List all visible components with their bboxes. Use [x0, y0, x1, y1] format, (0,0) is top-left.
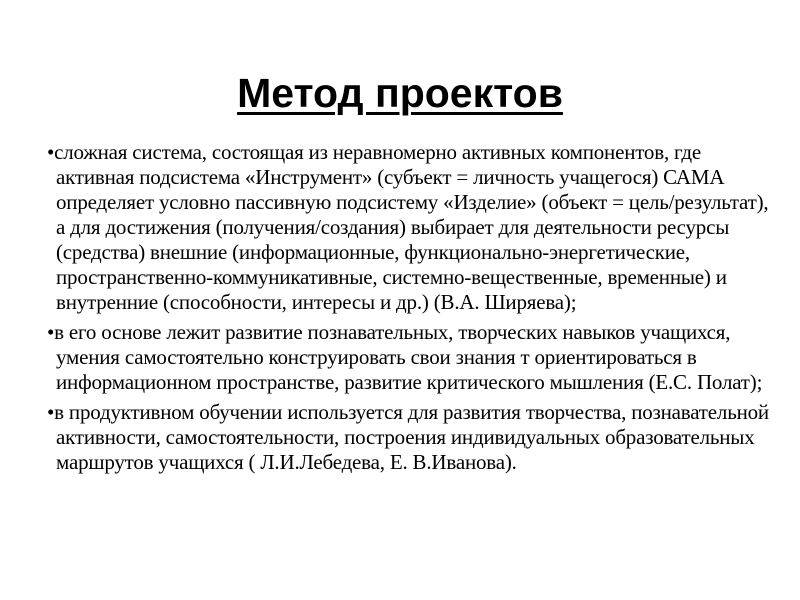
bullet-icon: •	[47, 140, 55, 164]
list-item	[47, 140, 771, 315]
bullet-text: в его основе лежит развитие познавательных, творческих навыков учащихся, умения самостоятельно конструировать свои знания т ориентироваться в информационном пространстве, развитие критического мышления (Е.С. Полат);	[54, 320, 763, 394]
bullet-icon: •	[47, 400, 55, 424]
bullet-text: в продуктивном обучении используется для развития творчества, познавательной активности, самостоятельности, построения индивидуальных образовательных маршрутов учащихся ( Л.И.Лебедева, Е. В.Иванова).	[54, 400, 769, 474]
page-title-text: Метод проектов	[237, 70, 563, 116]
page-title	[0, 70, 800, 117]
bullet-icon: •	[47, 320, 55, 344]
bullet-text: сложная система, состоящая из неравномерно активных компонентов, где активная подсистема «Инструмент» (субъект = личность учащегося) САМА определяет условно пассивную подсистему «Изделие» (объект = цель/результат), а для достижения (получения/создания) выбирает для деятельности ресурсы (средства) внешние (информационные, функционально-энергетические, пространственно-коммуникативные, системно-вещественные, временные) и внутренние (способности, интересы и др.) (В.А. Ширяева);	[54, 140, 769, 314]
bullet-list	[47, 140, 771, 480]
list-item	[47, 400, 771, 475]
list-item	[47, 320, 771, 395]
